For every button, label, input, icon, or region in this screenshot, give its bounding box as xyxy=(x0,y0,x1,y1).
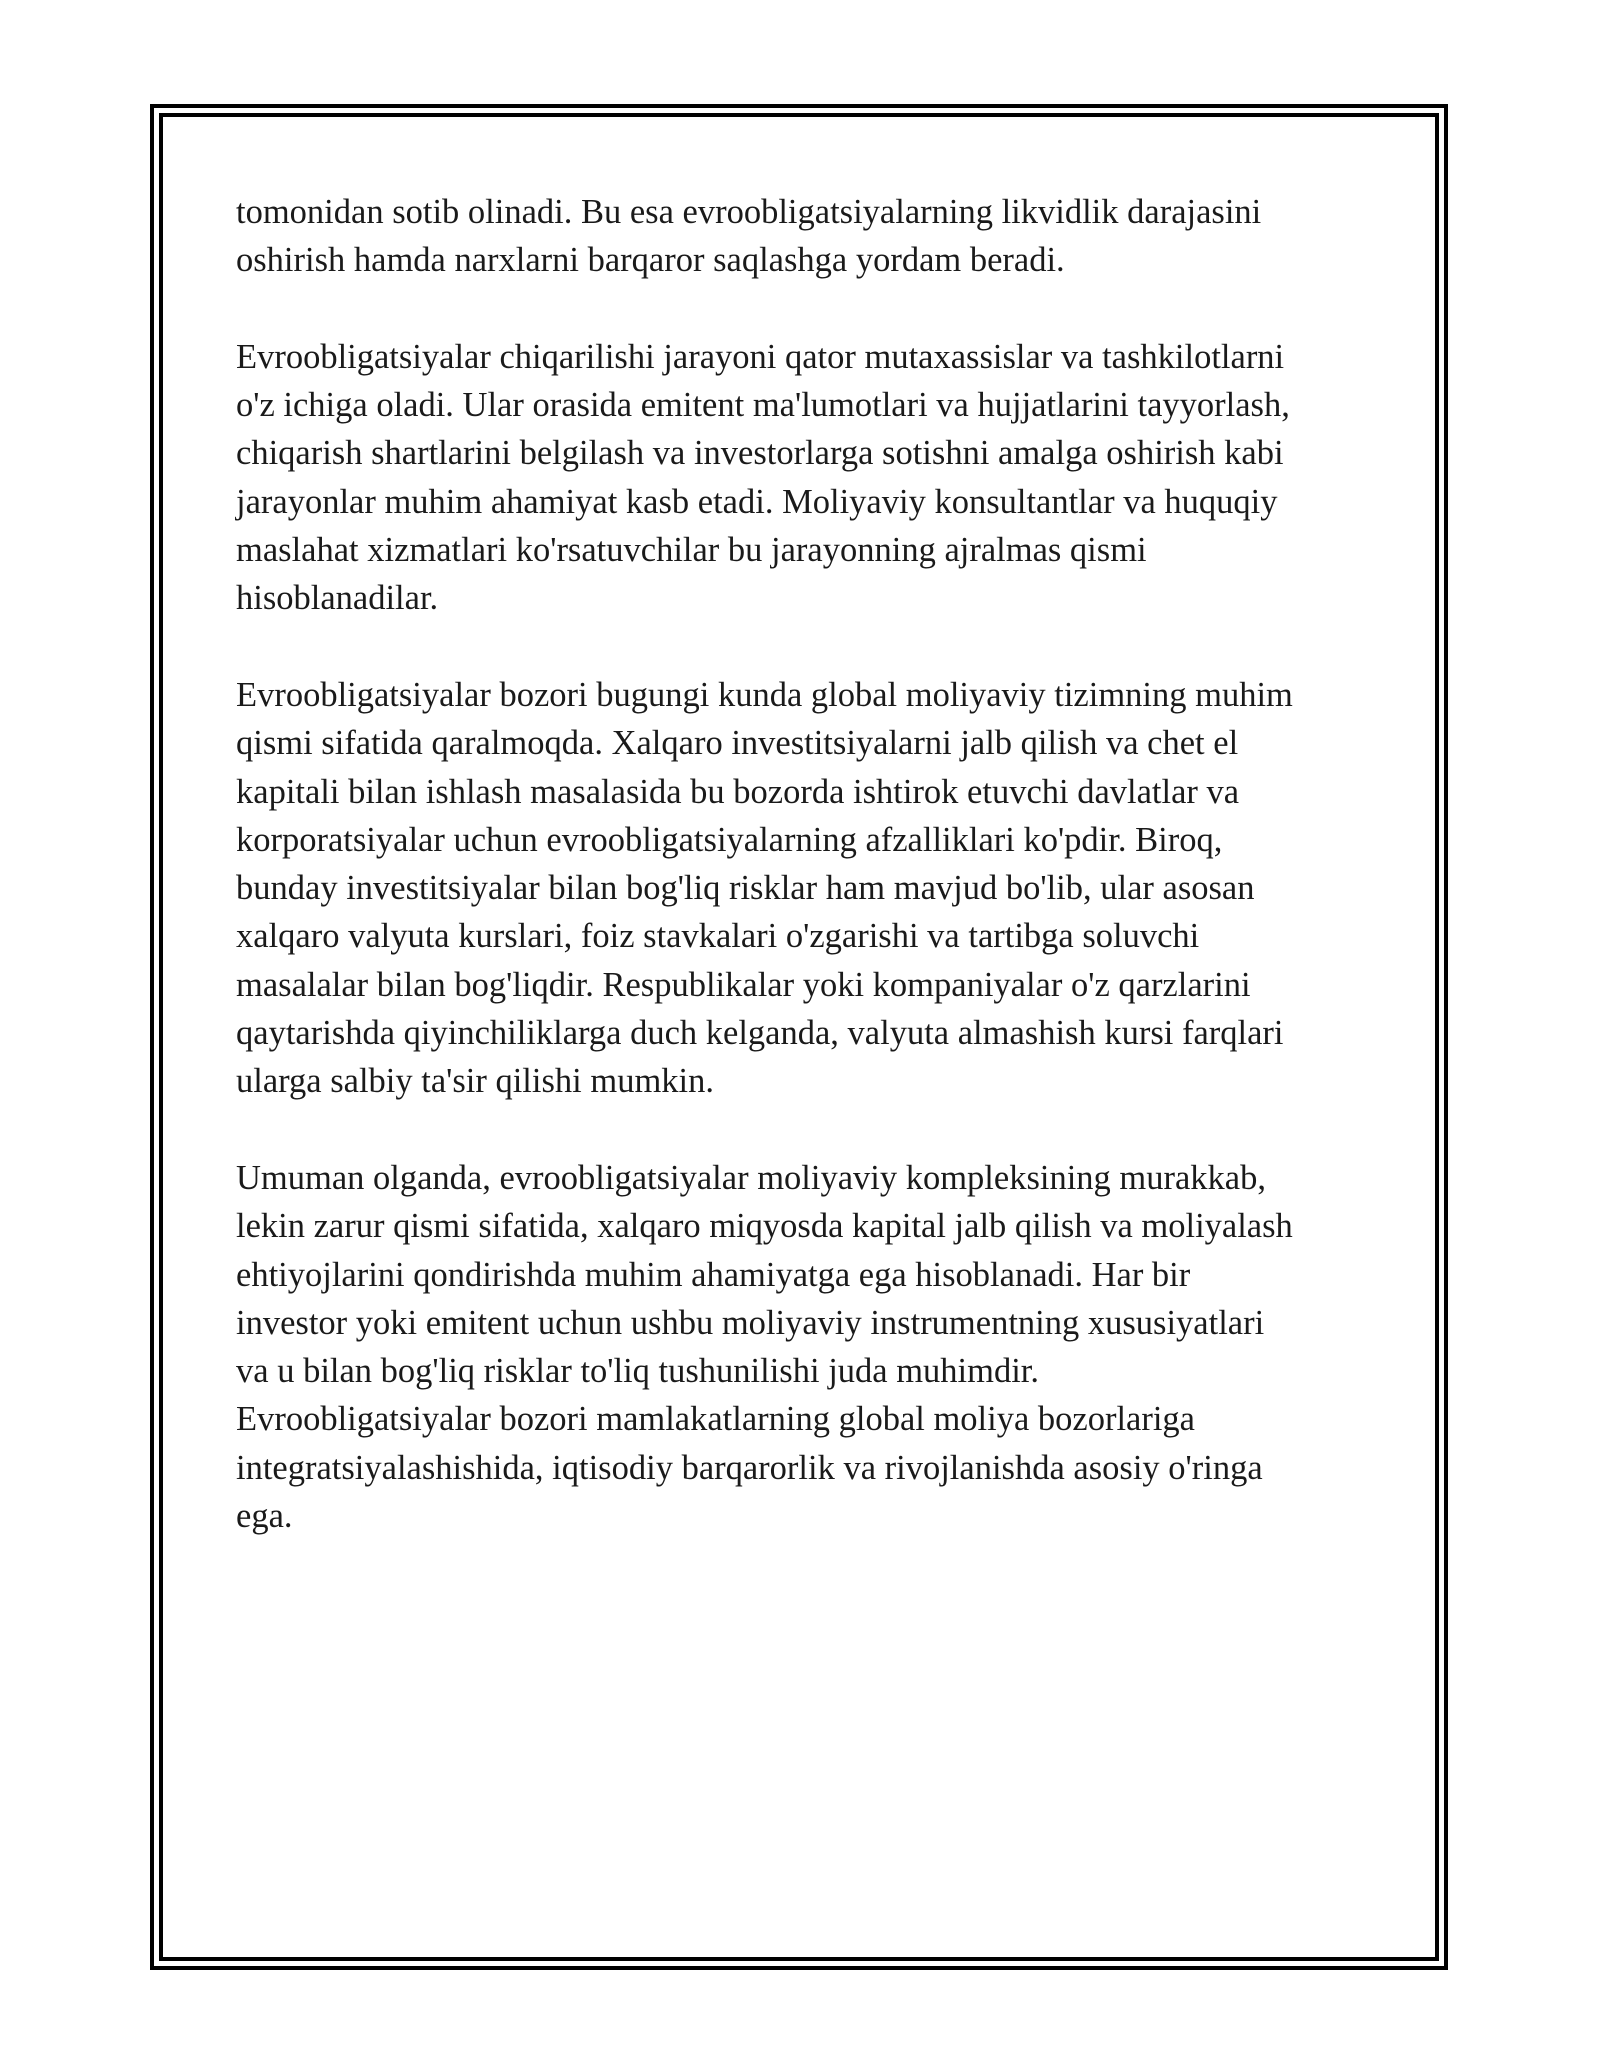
text-line: ehtiyojlarini qondirishda muhim ahamiyatga ega hisoblanadi. Har bir xyxy=(236,1255,1191,1294)
text-line: korporatsiyalar uchun evroobligatsiyalarning afzalliklari ko'pdir. Biroq, xyxy=(236,820,1223,859)
text-line: maslahat xizmatlari ko'rsatuvchilar bu jarayonning ajralmas qismi xyxy=(236,531,1147,570)
paragraph-3 xyxy=(236,671,1376,1106)
text-line: tomonidan sotib olinadi. Bu esa evroobligatsiyalarning likvidlik darajasini xyxy=(236,193,1262,231)
text-line: jarayonlar muhim ahamiyat kasb etadi. Moliyaviy konsultantlar va huquqiy xyxy=(236,482,1278,521)
text-line: integratsiyalashishida, iqtisodiy barqarorlik va rivojlanishda asosiy o'ringa xyxy=(236,1448,1263,1487)
text-line: o'z ichiga oladi. Ular orasida emitent ma'lumotlari va hujjatlarini tayyorlash, xyxy=(236,386,1290,425)
paragraph-4 xyxy=(236,1154,1376,1540)
text-line: masalalar bilan bog'liqdir. Respublikalar yoki kompaniyalar o'z qarzlarini xyxy=(236,965,1251,1004)
text-line: va u bilan bog'liq risklar to'liq tushunilishi juda muhimdir. xyxy=(236,1352,1040,1391)
text-line: investor yoki emitent uchun ushbu moliyaviy instrumentning xususiyatlari xyxy=(236,1303,1265,1342)
text-line: chiqarish shartlarini belgilash va investorlarga sotishni amalga oshirish kabi xyxy=(236,434,1284,473)
text-line: hisoblanadilar. xyxy=(236,579,439,618)
text-line: Evroobligatsiyalar chiqarilishi jarayoni qator mutaxassislar va tashkilotlarni xyxy=(236,337,1285,376)
text-line: qaytarishda qiyinchiliklarga duch kelganda, valyuta almashish kursi farqlari xyxy=(236,1014,1284,1053)
text-line: xalqaro valyuta kurslari, foiz stavkalari o'zgarishi va tartibga soluvchi xyxy=(236,917,1200,956)
text-line: Evroobligatsiyalar bozori mamlakatlarning global moliya bozorlariga xyxy=(236,1400,1195,1439)
text-line: lekin zarur qismi sifatida, xalqaro miqyosda kapital jalb qilish va moliyalash xyxy=(236,1207,1293,1246)
text-line: oshirish hamda narxlarni barqaror saqlashga yordam beradi. xyxy=(236,241,1065,280)
text-line: kapitali bilan ishlash masalasida bu bozorda ishtirok etuvchi davlatlar va xyxy=(236,772,1240,811)
text-line: Evroobligatsiyalar bozori bugungi kunda global moliyaviy tizimning muhim xyxy=(236,675,1293,714)
text-line: ularga salbiy ta'sir qilishi mumkin. xyxy=(236,1062,714,1101)
document-body xyxy=(236,188,1376,1589)
text-line: bunday investitsiyalar bilan bog'liq risklar ham mavjud bo'lib, ular asosan xyxy=(236,869,1255,908)
text-line: qismi sifatida qaralmoqda. Xalqaro investitsiyalarni jalb qilish va chet el xyxy=(236,724,1239,763)
paragraph-1 xyxy=(236,188,1376,285)
text-line: Umuman olganda, evroobligatsiyalar moliyaviy kompleksining murakkab, xyxy=(236,1158,1266,1197)
paragraph-2 xyxy=(236,333,1376,623)
text-line: ega. xyxy=(236,1497,293,1536)
